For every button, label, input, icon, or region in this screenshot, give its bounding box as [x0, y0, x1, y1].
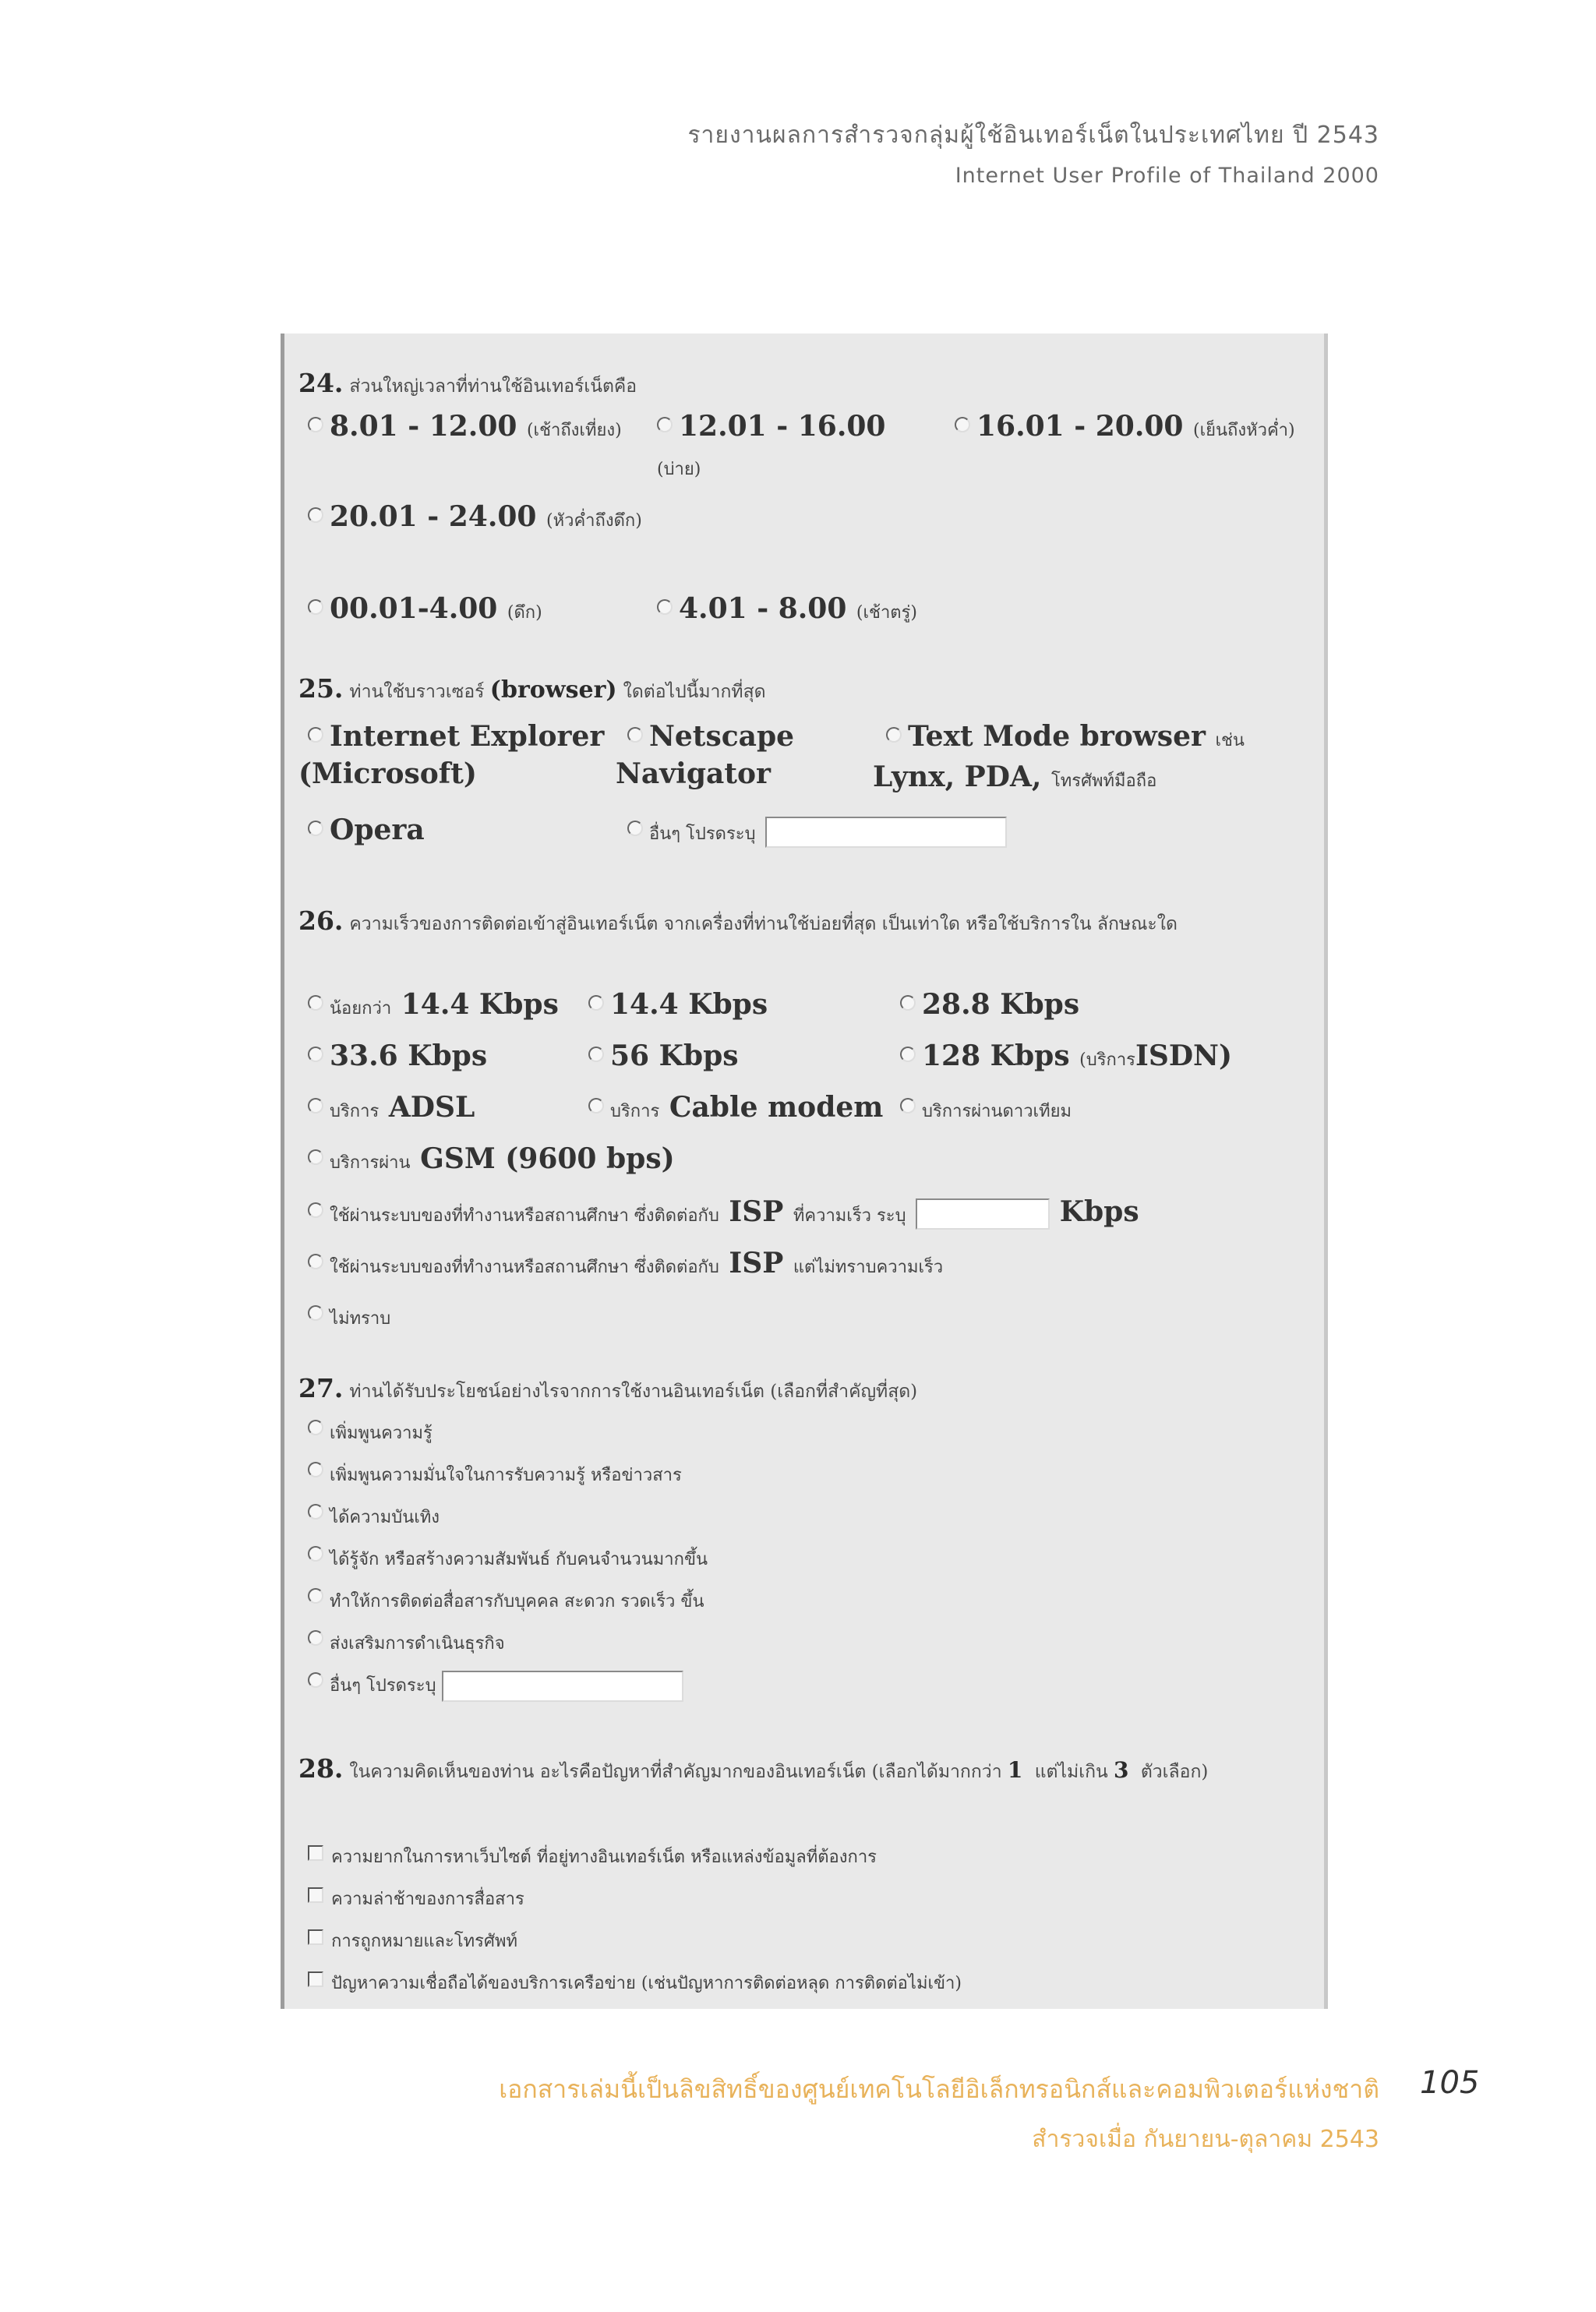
- header-title-english: Internet User Profile of Thailand 2000: [955, 164, 1379, 188]
- speed-unit-label: Kbps: [1059, 1195, 1139, 1228]
- option-label: การถูกหมายและโทรศัพท์: [331, 1932, 517, 1951]
- option-label: 12.01 - 16.00: [679, 410, 886, 443]
- q27-option-1[interactable]: [308, 1417, 433, 1451]
- q26-option-3[interactable]: [900, 987, 1079, 1022]
- question-text: ตัวเลือก): [1140, 1762, 1209, 1782]
- radio-icon[interactable]: [308, 995, 323, 1011]
- q26-option-5[interactable]: [588, 1038, 739, 1074]
- checkbox-icon[interactable]: [308, 1971, 323, 1987]
- q27-option-4[interactable]: [308, 1543, 708, 1577]
- question-26: [298, 902, 1312, 943]
- option-label: 14.4 Kbps: [610, 988, 768, 1021]
- radio-icon[interactable]: [657, 599, 673, 615]
- survey-form-screenshot: [281, 334, 1328, 2009]
- option-label: ไม่ทราบ: [330, 1309, 391, 1329]
- option-label: 33.6 Kbps: [330, 1040, 488, 1072]
- option-label: ความยากในการหาเว็บไซต์ ที่อยู่ทางอินเทอร์เน็ต หรือแหล่งข้อมูลที่ต้องการ: [331, 1848, 877, 1867]
- question-number: 25.: [298, 673, 344, 704]
- option-label: ที่ความเร็ว ระบุ: [793, 1206, 906, 1226]
- radio-icon[interactable]: [627, 727, 643, 743]
- q24-option-4[interactable]: [308, 499, 642, 539]
- option-label: เพิ่มพูนความมั่นใจในการรับความรู้ หรือข่าวสาร: [330, 1466, 682, 1485]
- option-label: บริการผ่านดาวเทียม: [922, 1102, 1072, 1121]
- q25-option-4[interactable]: [308, 812, 425, 848]
- q28-option-1[interactable]: [308, 1841, 877, 1875]
- question-24: [298, 365, 1312, 405]
- question-text: ท่านได้รับประโยชน์อย่างไรจากการใช้งานอินเทอร์เน็ต (เลือกที่สำคัญที่สุด): [349, 1382, 918, 1402]
- footer-survey-date: สำรวจเมื่อ กันยายน-ตุลาคม 2543: [1032, 2126, 1379, 2153]
- option-note: (เช้าตรู่): [856, 603, 917, 623]
- q25-option-1[interactable]: [308, 718, 604, 754]
- option-label: 56 Kbps: [610, 1040, 739, 1072]
- option-label: ใช้ผ่านระบบของที่ทำงานหรือสถานศึกษา ซึ่งติดต่อกับ: [330, 1258, 719, 1277]
- q24-option-1[interactable]: [308, 408, 622, 449]
- q26-option-10[interactable]: [308, 1141, 675, 1181]
- radio-icon[interactable]: [308, 1202, 323, 1218]
- q26-option-12[interactable]: [308, 1245, 943, 1286]
- question-text: แต่ไม่เกิน: [1034, 1762, 1108, 1782]
- question-text: ส่วนใหญ่เวลาที่ท่านใช้อินเทอร์เน็ตคือ: [349, 376, 637, 397]
- question-text: ใดต่อไปนี้มากที่สุด: [623, 682, 766, 702]
- checkbox-icon[interactable]: [308, 1887, 323, 1903]
- option-label: Internet Explorer: [330, 720, 605, 753]
- q25-option-3[interactable]: [886, 718, 1245, 759]
- radio-icon[interactable]: [308, 417, 323, 432]
- radio-icon[interactable]: [588, 1098, 604, 1114]
- radio-icon[interactable]: [900, 995, 916, 1011]
- radio-icon[interactable]: [886, 727, 902, 743]
- radio-icon[interactable]: [308, 1420, 323, 1435]
- option-label: ความล่าช้าของการสื่อสาร: [331, 1890, 524, 1909]
- q24-option-2-note: (บ่าย): [657, 460, 701, 479]
- header-title-thai: รายงานผลการสำรวจกลุ่มผู้ใช้อินเทอร์เน็ตในประเทศไทย ปี 2543: [687, 122, 1379, 149]
- question-28: [298, 1750, 1312, 1791]
- radio-icon[interactable]: [308, 1098, 323, 1114]
- radio-icon[interactable]: [308, 1588, 323, 1604]
- q24-option-6[interactable]: [657, 591, 917, 631]
- radio-icon[interactable]: [308, 1630, 323, 1646]
- radio-icon[interactable]: [308, 1672, 323, 1688]
- q25-other-input[interactable]: [765, 817, 1007, 848]
- question-text: ความเร็วของการติดต่อเข้าสู่อินเทอร์เน็ต จากเครื่องที่ท่านใช้บ่อยที่สุด เป็นเท่าใด หรือใช้บริการใน ลักษณะใด: [349, 914, 1178, 934]
- page-number: 105: [1420, 2065, 1480, 2101]
- checkbox-icon[interactable]: [308, 1929, 323, 1945]
- question-number: 27.: [298, 1373, 344, 1403]
- radio-icon[interactable]: [588, 1047, 604, 1062]
- option-label: อื่นๆ โปรดระบุ: [649, 824, 756, 844]
- option-label: ใช้ผ่านระบบของที่ทำงานหรือสถานศึกษา ซึ่งติดต่อกับ: [330, 1206, 719, 1226]
- option-label: ได้ความบันเทิง: [330, 1508, 440, 1527]
- q28-option-2[interactable]: [308, 1883, 524, 1917]
- option-label: Text Mode browser: [908, 720, 1206, 753]
- radio-icon[interactable]: [308, 727, 323, 743]
- option-note: บริการผ่าน: [330, 1153, 411, 1173]
- option-label: 128 Kbps: [922, 1040, 1070, 1072]
- option-note: (ดึก): [507, 603, 542, 623]
- q27-option-3[interactable]: [308, 1501, 440, 1535]
- option-label: ISDN): [1135, 1040, 1232, 1072]
- q26-option-6[interactable]: [900, 1038, 1232, 1078]
- radio-icon[interactable]: [308, 1149, 323, 1165]
- radio-icon[interactable]: [308, 599, 323, 615]
- option-note: บริการ: [330, 1102, 380, 1121]
- radio-icon[interactable]: [588, 995, 604, 1011]
- option-label-isp: ISP: [729, 1195, 784, 1228]
- option-label: 28.8 Kbps: [922, 988, 1080, 1021]
- radio-icon[interactable]: [900, 1098, 916, 1114]
- option-label-isp: ISP: [729, 1247, 784, 1280]
- option-label: แต่ไม่ทราบความเร็ว: [793, 1258, 944, 1277]
- radio-icon[interactable]: [308, 1254, 323, 1269]
- radio-icon[interactable]: [900, 1047, 916, 1062]
- option-label: Netscape: [649, 720, 795, 753]
- option-note: (เช้าถึงเที่ยง): [526, 421, 622, 440]
- q26-option-9[interactable]: [900, 1089, 1072, 1130]
- radio-icon[interactable]: [627, 821, 643, 836]
- option-label: 20.01 - 24.00: [330, 500, 537, 533]
- q25-option-2[interactable]: [627, 718, 794, 754]
- option-label: เพิ่มพูนความรู้: [330, 1424, 433, 1443]
- q28-option-3[interactable]: [308, 1925, 517, 1959]
- option-label: Opera: [330, 814, 425, 846]
- q24-option-3[interactable]: [955, 408, 1295, 449]
- radio-icon[interactable]: [657, 417, 673, 432]
- radio-icon[interactable]: [308, 1462, 323, 1477]
- q26-option-2[interactable]: [588, 987, 768, 1022]
- option-label: อื่นๆ โปรดระบุ: [330, 1676, 436, 1696]
- question-number: 28.: [298, 1753, 344, 1784]
- q26-option-11[interactable]: [308, 1194, 1139, 1234]
- option-note: (เย็นถึงหัวค่ำ): [1193, 421, 1295, 440]
- question-number: 26.: [298, 905, 344, 936]
- q26-option-4[interactable]: [308, 1038, 487, 1074]
- option-label: 14.4 Kbps: [401, 988, 559, 1021]
- question-count-max: 3: [1114, 1757, 1129, 1783]
- footer-copyright: เอกสารเล่มนี้เป็นลิขสิทธิ์ของศูนย์เทคโนโลยีอิเล็กทรอนิกส์และคอมพิวเตอร์แห่งชาติ: [499, 2074, 1379, 2104]
- option-label: 00.01-4.00: [330, 592, 498, 625]
- q28-option-4[interactable]: [308, 1967, 962, 2001]
- q25-option-3-line2: Lynx, PDA, โทรศัพท์มือถือ: [873, 761, 1157, 793]
- option-label: ได้รู้จัก หรือสร้างความสัมพันธ์ กับคนจำนวนมากขึ้น: [330, 1550, 708, 1569]
- radio-icon[interactable]: [955, 417, 970, 432]
- option-label: ADSL: [388, 1091, 475, 1124]
- q27-other-input[interactable]: [442, 1671, 683, 1702]
- radio-icon[interactable]: [308, 1305, 323, 1321]
- option-label: ส่งเสริมการดำเนินธุรกิจ: [330, 1634, 505, 1654]
- q25-option-2-line2: Navigator: [616, 757, 771, 790]
- q27-option-2[interactable]: [308, 1459, 682, 1493]
- question-text: ในความคิดเห็นของท่าน อะไรคือปัญหาที่สำคัญมากของอินเทอร์เน็ต (เลือกได้มากกว่า: [349, 1762, 1002, 1782]
- radio-icon[interactable]: [308, 821, 323, 836]
- question-count-min: 1: [1007, 1757, 1023, 1783]
- question-text: ท่านใช้บราวเซอร์: [349, 682, 485, 702]
- radio-icon[interactable]: [308, 1047, 323, 1062]
- radio-icon[interactable]: [308, 1504, 323, 1520]
- q25-option-1-line2: (Microsoft): [298, 757, 477, 790]
- question-text-bold: (browser): [489, 676, 617, 704]
- option-label: 8.01 - 12.00: [330, 410, 517, 443]
- q26-option-13[interactable]: [308, 1297, 390, 1337]
- option-label: 4.01 - 8.00: [679, 592, 847, 625]
- option-note: (บริการ: [1079, 1050, 1135, 1070]
- question-27: [298, 1370, 1312, 1410]
- q24-option-5[interactable]: [308, 591, 542, 631]
- question-25: [298, 670, 1312, 711]
- q26-speed-input[interactable]: [916, 1198, 1050, 1230]
- option-label: Cable modem: [669, 1091, 884, 1124]
- q27-option-6[interactable]: [308, 1627, 505, 1661]
- option-note: บริการ: [610, 1102, 660, 1121]
- option-label: ปัญหาความเชื่อถือได้ของบริการเครือข่าย (เช่นปัญหาการติดต่อหลุด การติดต่อไม่เข้า): [331, 1974, 962, 1993]
- option-label: ทำให้การติดต่อสื่อสารกับบุคคล สะดวก รวดเร็ว ขึ้น: [330, 1592, 704, 1611]
- question-number: 24.: [298, 368, 344, 398]
- checkbox-icon[interactable]: [308, 1845, 323, 1861]
- q26-option-8[interactable]: [588, 1089, 883, 1130]
- option-note: น้อยกว่า: [330, 999, 392, 1018]
- option-label: 16.01 - 20.00: [976, 410, 1184, 443]
- q26-option-1[interactable]: [308, 987, 559, 1027]
- q27-option-5[interactable]: [308, 1585, 704, 1619]
- radio-icon[interactable]: [308, 1546, 323, 1562]
- option-label: GSM (9600 bps): [420, 1142, 675, 1175]
- option-note: เช่น: [1215, 731, 1245, 750]
- q27-option-other[interactable]: [308, 1669, 683, 1703]
- q26-option-7[interactable]: [308, 1089, 475, 1130]
- radio-icon[interactable]: [308, 507, 323, 523]
- q24-option-2[interactable]: [657, 408, 885, 444]
- option-note: (หัวค่ำถึงดึก): [546, 511, 642, 531]
- q25-option-other[interactable]: [627, 812, 1007, 852]
